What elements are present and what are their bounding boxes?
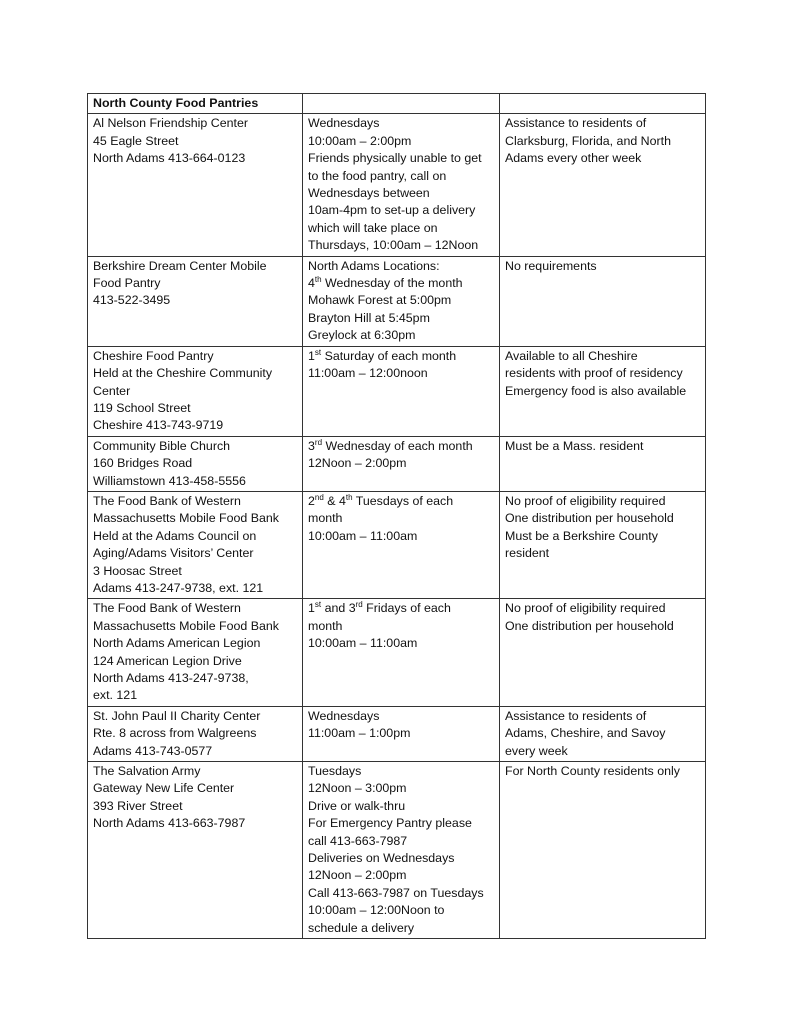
- schedule-cell: [303, 436, 500, 491]
- schedule-line: Drive or walk-thru: [308, 798, 406, 813]
- notes-cell: [500, 491, 706, 598]
- schedule-line: Brayton Hill at 5:45pm: [308, 310, 430, 325]
- notes-cell: [500, 436, 706, 491]
- pantry-location: Gateway New Life Center: [93, 781, 235, 796]
- ordinal-suffix: st: [314, 600, 322, 610]
- schedule-line: Call 413-663-7987 on Tuesdays: [308, 885, 484, 900]
- schedule-text: and 3: [321, 601, 356, 616]
- pantry-phone: Adams 413-247-9738, ext. 121: [93, 580, 264, 595]
- schedule-line: Thursdays, 10:00am – 12Noon: [308, 238, 479, 253]
- table-header-row: [88, 94, 706, 114]
- pantry-location: Held at the Cheshire Community: [93, 366, 273, 381]
- pantry-address: 160 Bridges Road: [93, 456, 193, 471]
- pantry-phone: North Adams 413-664-0123: [93, 151, 246, 166]
- notes-line: Assistance to residents of: [505, 708, 647, 723]
- ordinal-suffix: rd: [355, 600, 363, 610]
- pantry-name: Community Bible Church: [93, 438, 231, 453]
- notes-line: Must be a Berkshire County: [505, 528, 658, 543]
- notes-line: Adams every other week: [505, 151, 642, 166]
- schedule-line: 10:00am – 11:00am: [308, 528, 418, 543]
- schedule-line: Wednesdays between: [308, 186, 430, 201]
- pantry-phone: 413-522-3495: [93, 293, 171, 308]
- pantry-phone: ext. 121: [93, 688, 138, 703]
- pantry-name: Food Pantry: [93, 276, 161, 291]
- notes-line: residents with proof of residency: [505, 366, 683, 381]
- ordinal-suffix: th: [314, 274, 322, 284]
- notes-line: Available to all Cheshire: [505, 348, 638, 363]
- schedule-cell: [303, 346, 500, 436]
- pantry-name: The Food Bank of Western: [93, 601, 241, 616]
- pantry-name-cell: [88, 346, 303, 436]
- schedule-cell: [303, 762, 500, 939]
- pantry-name: Berkshire Dream Center Mobile: [93, 258, 267, 273]
- pantry-name: The Salvation Army: [93, 764, 201, 779]
- schedule-cell: [303, 599, 500, 706]
- notes-cell: [500, 762, 706, 939]
- schedule-text: Wednesday of the month: [321, 276, 463, 291]
- ordinal-suffix: st: [314, 347, 322, 357]
- food-pantries-table: [87, 93, 706, 939]
- pantry-phone: Adams 413-743-0577: [93, 743, 213, 758]
- schedule-line: [308, 493, 495, 510]
- table-row: [88, 256, 706, 346]
- pantry-name: Massachusetts Mobile Food Bank: [93, 511, 279, 526]
- pantry-name-cell: [88, 762, 303, 939]
- pantry-location: Held at the Adams Council on: [93, 528, 257, 543]
- pantry-name-cell: [88, 256, 303, 346]
- schedule-line: call 413-663-7987: [308, 833, 408, 848]
- pantry-name: St. John Paul II Charity Center: [93, 708, 261, 723]
- pantry-name-cell: [88, 599, 303, 706]
- schedule-line: to the food pantry, call on: [308, 168, 447, 183]
- schedule-line: Greylock at 6:30pm: [308, 328, 416, 343]
- notes-line: For North County residents only: [505, 764, 680, 779]
- schedule-line: Mohawk Forest at 5:00pm: [308, 293, 452, 308]
- schedule-line: 11:00am – 1:00pm: [308, 726, 411, 741]
- pantry-name-cell: [88, 491, 303, 598]
- schedule-text: Tuesdays of each: [352, 493, 454, 508]
- notes-cell: [500, 346, 706, 436]
- pantry-location: Aging/Adams Visitors’ Center: [93, 546, 254, 561]
- schedule-line: [308, 600, 495, 617]
- pantry-name-cell: [88, 436, 303, 491]
- schedule-line: [308, 275, 495, 292]
- schedule-line: [308, 348, 495, 365]
- header-cell-empty: [500, 94, 706, 114]
- schedule-line: Wednesdays: [308, 708, 380, 723]
- notes-line: Clarksburg, Florida, and North: [505, 133, 671, 148]
- pantry-phone: Williamstown 413-458-5556: [93, 473, 246, 488]
- ordinal-number: 3: [308, 438, 315, 453]
- notes-line: No proof of eligibility required: [505, 601, 666, 616]
- schedule-line: month: [308, 511, 343, 526]
- schedule-line: 11:00am – 12:00noon: [308, 366, 428, 381]
- schedule-line: 10:00am – 11:00am: [308, 636, 418, 651]
- schedule-line: month: [308, 618, 343, 633]
- schedule-line: Deliveries on Wednesdays: [308, 851, 455, 866]
- notes-line: No proof of eligibility required: [505, 493, 666, 508]
- schedule-cell: [303, 256, 500, 346]
- schedule-text: & 4: [323, 493, 346, 508]
- ordinal-suffix: rd: [314, 437, 323, 447]
- ordinal-suffix: nd: [314, 492, 324, 502]
- schedule-cell: [303, 491, 500, 598]
- schedule-line: 10am-4pm to set-up a delivery: [308, 203, 476, 218]
- pantry-location: North Adams American Legion: [93, 636, 261, 651]
- header-cell-empty: [303, 94, 500, 114]
- pantry-name: The Food Bank of Western: [93, 493, 241, 508]
- schedule-line: Tuesdays: [308, 764, 362, 779]
- schedule-line: 10:00am – 12:00Noon to: [308, 903, 445, 918]
- notes-cell: [500, 256, 706, 346]
- schedule-line: 12Noon – 2:00pm: [308, 456, 407, 471]
- schedule-text: Wednesday of each month: [322, 438, 473, 453]
- table-row: [88, 599, 706, 706]
- schedule-cell: [303, 114, 500, 256]
- ordinal-number: 2: [308, 493, 315, 508]
- table-title: North County Food Pantries: [93, 96, 259, 110]
- notes-line: every week: [505, 743, 568, 758]
- pantry-name: Massachusetts Mobile Food Bank: [93, 618, 279, 633]
- schedule-text: Fridays of each: [362, 601, 451, 616]
- notes-line: One distribution per household: [505, 618, 674, 633]
- schedule-line: Friends physically unable to get: [308, 151, 482, 166]
- pantry-address: 3 Hoosac Street: [93, 563, 182, 578]
- notes-line: resident: [505, 546, 550, 561]
- pantry-name-cell: [88, 114, 303, 256]
- schedule-line: 10:00am – 2:00pm: [308, 133, 412, 148]
- schedule-line: North Adams Locations:: [308, 258, 440, 273]
- pantry-address: 393 River Street: [93, 798, 183, 813]
- pantry-address: Rte. 8 across from Walgreens: [93, 726, 257, 741]
- pantry-address: 119 School Street: [93, 400, 191, 415]
- table-row: [88, 346, 706, 436]
- table-row: [88, 491, 706, 598]
- notes-cell: [500, 599, 706, 706]
- schedule-cell: [303, 706, 500, 761]
- notes-cell: [500, 114, 706, 256]
- pantry-phone: North Adams 413-247-9738,: [93, 671, 249, 685]
- ordinal-number: 1: [308, 348, 315, 363]
- table-row: [88, 114, 706, 256]
- table-row: [88, 706, 706, 761]
- schedule-line: For Emergency Pantry please: [308, 816, 472, 831]
- schedule-line: schedule a delivery: [308, 920, 415, 935]
- ordinal-number: 1: [308, 601, 315, 616]
- notes-line: Must be a Mass. resident: [505, 438, 644, 453]
- schedule-line: 12Noon – 2:00pm: [308, 868, 407, 883]
- schedule-line: which will take place on: [308, 220, 438, 235]
- schedule-text: Saturday of each month: [321, 348, 457, 363]
- pantry-phone: North Adams 413-663-7987: [93, 816, 246, 831]
- table-row: [88, 436, 706, 491]
- schedule-line: [308, 438, 495, 455]
- notes-line: One distribution per household: [505, 511, 674, 526]
- pantry-address: 124 American Legion Drive: [93, 653, 242, 668]
- pantry-phone: Cheshire 413-743-9719: [93, 418, 224, 433]
- pantry-name: Cheshire Food Pantry: [93, 348, 214, 363]
- pantry-name: Al Nelson Friendship Center: [93, 116, 248, 131]
- notes-line: Assistance to residents of: [505, 116, 647, 131]
- pantry-location: Center: [93, 383, 131, 398]
- schedule-line: Wednesdays: [308, 116, 380, 131]
- pantry-address: 45 Eagle Street: [93, 133, 179, 148]
- pantry-name-cell: [88, 706, 303, 761]
- schedule-line: 12Noon – 3:00pm: [308, 781, 407, 796]
- header-cell-title: [88, 94, 303, 114]
- ordinal-suffix: th: [345, 492, 353, 502]
- notes-line: Emergency food is also available: [505, 383, 687, 398]
- ordinal-number: 4: [308, 276, 315, 291]
- notes-line: No requirements: [505, 258, 597, 273]
- notes-line: Adams, Cheshire, and Savoy: [505, 726, 666, 741]
- table-row: [88, 762, 706, 939]
- notes-cell: [500, 706, 706, 761]
